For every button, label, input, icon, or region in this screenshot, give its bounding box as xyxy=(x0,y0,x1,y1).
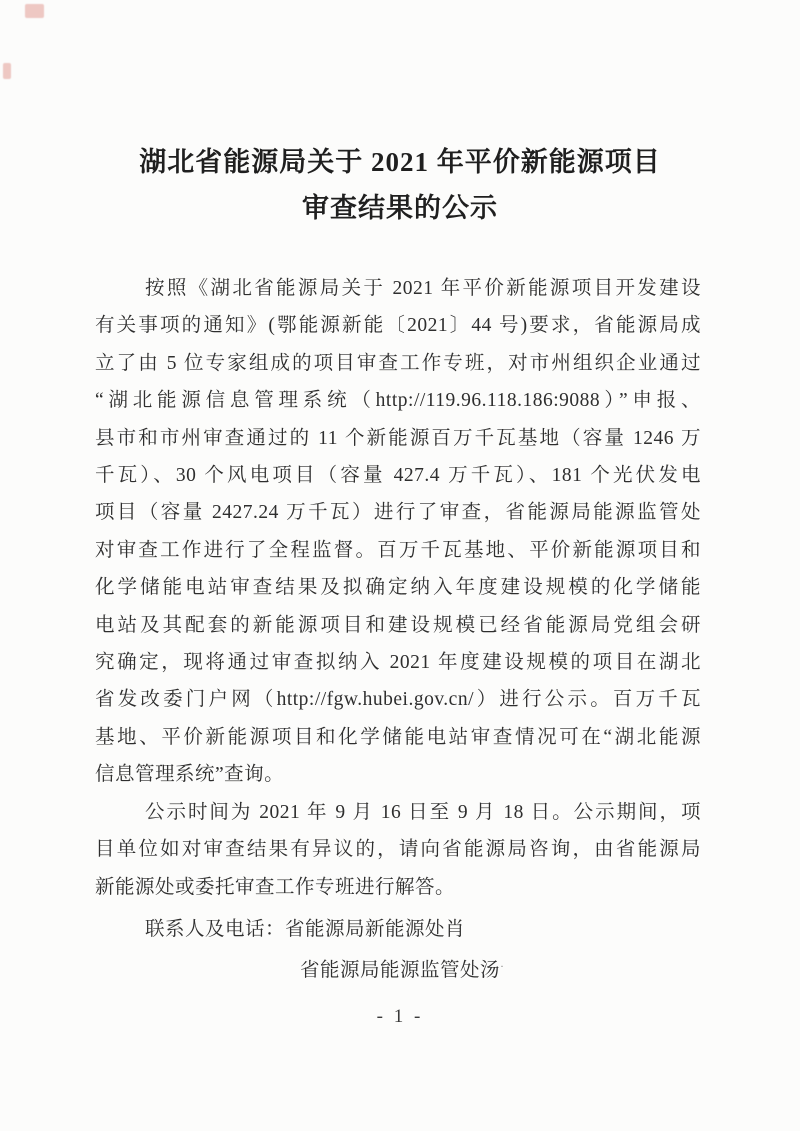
document-body xyxy=(95,270,701,990)
redaction-mark: · xyxy=(500,959,505,974)
body-line: 千瓦）、30 个风电项目（容量 427.4 万千瓦）、181 个光伏发电 xyxy=(95,465,701,487)
body-line: 项目（容量 2427.24 万千瓦）进行了审查，省能源局能源监管处 xyxy=(95,502,701,524)
body-line: 对审查工作进行了全程监督。百万千瓦基地、平价新能源项目和 xyxy=(95,539,701,561)
body-line: 公示时间为 2021 年 9 月 16 日至 9 月 18 日。公示期间，项 xyxy=(145,801,701,823)
red-scan-artifact-left xyxy=(3,63,11,79)
body-line: 有关事项的通知》(鄂能源新能〔2021〕44 号)要求，省能源局成 xyxy=(95,315,701,337)
body-line: 新能源处或委托审查工作专班进行解答。 xyxy=(95,876,456,898)
document-title-line-1: 湖北省能源局关于 2021 年平价新能源项目 xyxy=(139,147,661,177)
body-line: 立了由 5 位专家组成的项目审查工作专班，对市州组织企业通过 xyxy=(95,352,701,374)
body-line: 化学储能电站审查结果及拟确定纳入年度建设规模的化学储能 xyxy=(95,577,701,599)
body-line: 电站及其配套的新能源项目和建设规模已经省能源局党组会研 xyxy=(95,614,701,636)
red-scan-artifact-top xyxy=(25,4,44,18)
page-number: - 1 - xyxy=(376,1006,424,1027)
body-line: “湖北能源信息管理系统（http://119.96.118.186:9088）”申报、 xyxy=(95,390,701,412)
body-line: 信息管理系统”查询。 xyxy=(95,764,285,786)
body-line: 究确定，现将通过审查拟纳入 2021 年度建设规模的项目在湖北 xyxy=(95,652,701,674)
body-line: 基地、平价新能源项目和化学储能电站审查情况可在“湖北能源 xyxy=(95,726,701,748)
document-title-line-2: 审查结果的公示 xyxy=(302,193,498,223)
document-title xyxy=(0,139,800,231)
contact-line-2-text: 省能源局能源监管处汤 xyxy=(300,960,501,982)
body-line: 省发改委门户网（http://fgw.hubei.gov.cn/）进行公示。百万千瓦 xyxy=(95,689,701,711)
body-line: 县市和市州审查通过的 11 个新能源百万千瓦基地（容量 1246 万 xyxy=(95,427,701,449)
body-line: 目单位如对审查结果有异议的，请向省能源局咨询，由省能源局 xyxy=(95,839,701,861)
contact-line-1-text: 联系人及电话：省能源局新能源处肖 xyxy=(145,918,466,940)
body-line: 按照《湖北省能源局关于 2021 年平价新能源项目开发建设 xyxy=(145,278,701,299)
paragraph-2 xyxy=(95,794,701,906)
contact-line-2 xyxy=(95,948,701,989)
contact-line-1 xyxy=(95,911,701,948)
contact-block xyxy=(95,911,701,990)
paragraph-1 xyxy=(95,270,701,794)
